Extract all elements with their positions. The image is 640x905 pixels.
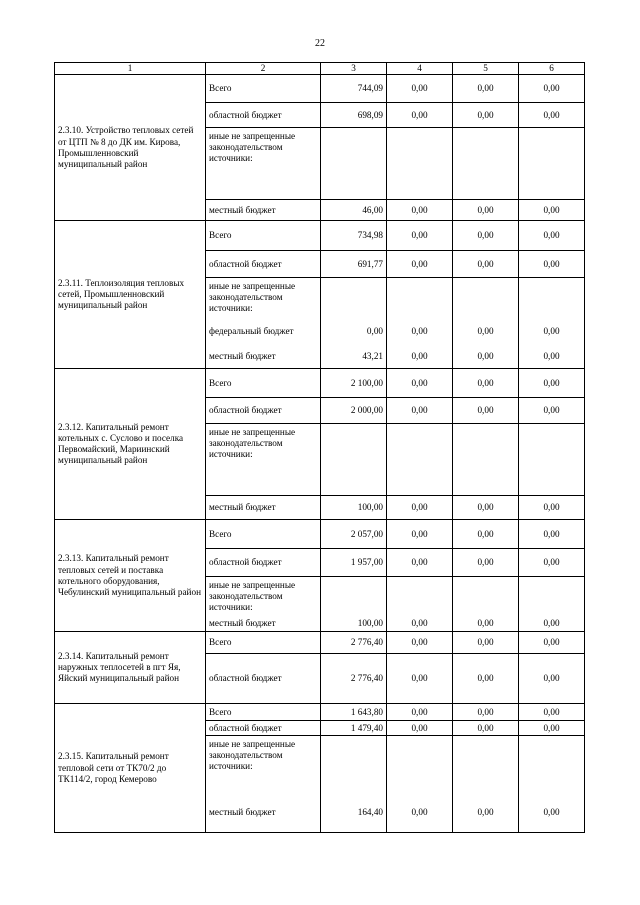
value-cell: 1 957,00 [321,549,387,577]
table-row [55,704,585,721]
value-cell: 43,21 [321,346,387,369]
value-cell: 0,00 [453,632,519,654]
value-cell: 100,00 [321,618,387,632]
value-cell: 0,00 [387,632,453,654]
value-cell: 0,00 [453,369,519,398]
table-header-row [55,63,585,75]
value-cell: 0,00 [387,251,453,278]
value-cell: 0,00 [387,793,453,833]
table-row [55,632,585,654]
item-title: 2.3.13. Капитальный ремонт тепловых сетей и поставка котельного оборудования, Чебулинский муниципальный район [55,520,206,632]
value-cell: 2 057,00 [321,520,387,549]
value-cell: 0,00 [387,221,453,251]
value-cell: 0,00 [519,251,585,278]
value-cell: 0,00 [453,221,519,251]
row-label: иные не запрещенные законодательством источники: [206,128,321,200]
value-cell: 734,98 [321,221,387,251]
row-label: Всего [206,520,321,549]
row-label: областной бюджет [206,654,321,704]
value-cell: 0,00 [387,520,453,549]
column-header: 5 [453,63,519,75]
budget-table [54,62,585,833]
page-number: 22 [315,38,325,49]
value-cell: 0,00 [519,721,585,736]
row-label: Всего [206,704,321,721]
value-cell: 0,00 [453,793,519,833]
value-cell: 0,00 [453,346,519,369]
value-cell: 0,00 [519,654,585,704]
value-cell: 0,00 [387,346,453,369]
value-cell: 0,00 [453,520,519,549]
value-cell: 46,00 [321,200,387,221]
value-cell: 0,00 [453,398,519,424]
value-cell: 0,00 [387,496,453,520]
value-cell: 0,00 [387,103,453,128]
row-label: областной бюджет [206,251,321,278]
column-header: 6 [519,63,585,75]
row-label: Всего [206,369,321,398]
table-row [55,75,585,103]
value-cell: 0,00 [453,200,519,221]
value-cell: 0,00 [519,346,585,369]
value-cell: 0,00 [453,654,519,704]
value-cell: 0,00 [387,75,453,103]
value-cell: 0,00 [519,398,585,424]
value-cell: 0,00 [519,75,585,103]
value-cell: 744,09 [321,75,387,103]
column-header: 1 [55,63,206,75]
value-cell: 0,00 [387,618,453,632]
value-cell: 0,00 [519,103,585,128]
row-label: местный бюджет [206,618,321,632]
value-cell: 0,00 [453,704,519,721]
value-cell: 0,00 [387,704,453,721]
value-cell: 164,40 [321,793,387,833]
value-cell: 1 479,40 [321,721,387,736]
row-label: федеральный бюджет [206,318,321,346]
table-row [55,221,585,251]
value-cell: 0,00 [453,496,519,520]
row-label: Всего [206,632,321,654]
value-cell: 0,00 [519,369,585,398]
row-label: областной бюджет [206,721,321,736]
value-cell: 0,00 [519,221,585,251]
value-cell: 0,00 [453,549,519,577]
value-cell: 0,00 [387,369,453,398]
value-cell: 0,00 [387,318,453,346]
value-cell: 0,00 [453,721,519,736]
row-label: Всего [206,221,321,251]
value-cell: 2 776,40 [321,632,387,654]
value-cell: 100,00 [321,496,387,520]
value-cell: 0,00 [387,721,453,736]
value-cell: 0,00 [519,200,585,221]
row-label: областной бюджет [206,103,321,128]
value-cell: 0,00 [519,549,585,577]
column-header: 2 [206,63,321,75]
item-title: 2.3.12. Капитальный ремонт котельных с. Суслово и поселка Первомайский, Мариинский муниципальный район [55,369,206,520]
value-cell: 0,00 [519,618,585,632]
column-header: 3 [321,63,387,75]
column-header: 4 [387,63,453,75]
value-cell: 0,00 [519,520,585,549]
value-cell: 0,00 [453,251,519,278]
row-label: областной бюджет [206,398,321,424]
row-label: местный бюджет [206,496,321,520]
value-cell: 0,00 [453,318,519,346]
value-cell: 0,00 [387,200,453,221]
value-cell: 2 100,00 [321,369,387,398]
table-row [55,369,585,398]
value-cell: 1 643,80 [321,704,387,721]
row-label: местный бюджет [206,346,321,369]
value-cell: 2 776,40 [321,654,387,704]
row-label: областной бюджет [206,549,321,577]
value-cell: 0,00 [387,549,453,577]
item-title: 2.3.10. Устройство тепловых сетей от ЦТП № 8 до ДК им. Кирова, Промышленновский муниципальный район [55,75,206,221]
value-cell: 0,00 [519,496,585,520]
value-cell: 0,00 [453,75,519,103]
item-title: 2.3.11. Теплоизоляция тепловых сетей, Промышленновский муниципальный район [55,221,206,369]
table-row [55,520,585,549]
item-title: 2.3.14. Капитальный ремонт наружных теплосетей в пгт Яя, Яйский муниципальный район [55,632,206,704]
value-cell: 0,00 [387,398,453,424]
value-cell: 0,00 [453,103,519,128]
value-cell: 0,00 [519,793,585,833]
value-cell: 0,00 [387,654,453,704]
row-label: иные не запрещенные законодательством источники: [206,736,321,793]
value-cell: 698,09 [321,103,387,128]
row-label: иные не запрещенные законодательством источники: [206,278,321,318]
row-label: иные не запрещенные законодательством источники: [206,424,321,496]
row-label: местный бюджет [206,793,321,833]
value-cell: 0,00 [519,632,585,654]
row-label: Всего [206,75,321,103]
value-cell: 2 000,00 [321,398,387,424]
row-label: местный бюджет [206,200,321,221]
value-cell: 0,00 [321,318,387,346]
row-label: иные не запрещенные законодательством источники: [206,577,321,618]
value-cell: 0,00 [519,704,585,721]
item-title: 2.3.15. Капитальный ремонт тепловой сети от ТК70/2 до ТК114/2, город Кемерово [55,704,206,833]
value-cell: 0,00 [519,318,585,346]
value-cell: 691,77 [321,251,387,278]
value-cell: 0,00 [453,618,519,632]
